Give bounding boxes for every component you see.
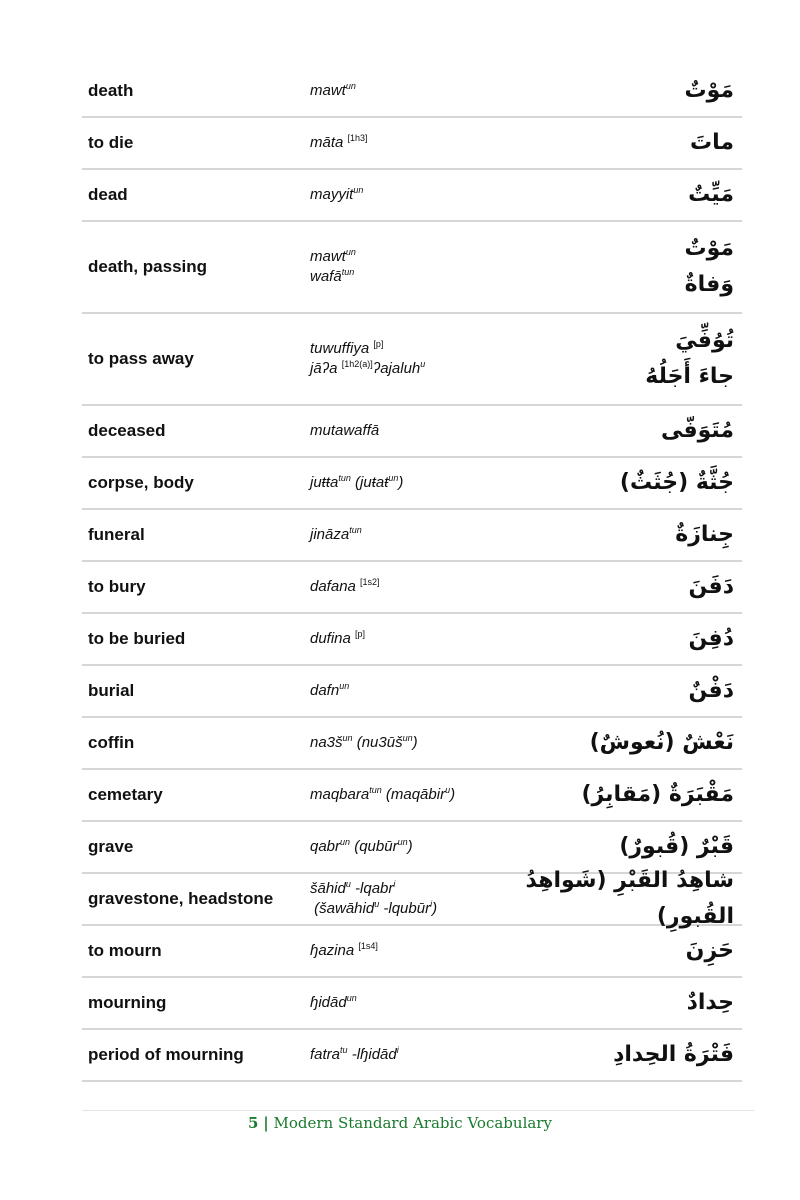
translit-text: ) bbox=[398, 474, 404, 491]
page-footer bbox=[0, 1114, 800, 1132]
english-term: death, passing bbox=[88, 257, 208, 276]
transliteration-line bbox=[310, 941, 500, 961]
case-ending: tun bbox=[338, 473, 351, 483]
transliteration-line bbox=[310, 785, 500, 805]
vocab-row bbox=[82, 510, 742, 562]
arabic-term bbox=[500, 1037, 742, 1073]
case-ending: u bbox=[345, 879, 351, 889]
translit-text: maqbara bbox=[310, 786, 370, 803]
transliteration bbox=[310, 577, 500, 597]
vocab-row bbox=[82, 1030, 742, 1082]
translit-text: dafana bbox=[310, 578, 361, 595]
translit-text: jināza bbox=[310, 526, 350, 543]
transliteration-line bbox=[310, 879, 500, 899]
english-term: cemetary bbox=[88, 785, 163, 804]
arabic-term bbox=[500, 177, 742, 213]
vocab-row bbox=[82, 666, 742, 718]
vocab-row bbox=[82, 926, 742, 978]
english-term: corpse, body bbox=[88, 473, 194, 492]
case-ending: un bbox=[339, 681, 350, 691]
arabic-word: حَزِنَ bbox=[685, 938, 734, 963]
arabic-word: مَقْبَرَةٌ (مَقابِرُ) bbox=[581, 782, 734, 807]
transliteration-line bbox=[310, 993, 500, 1013]
translit-text: tuwuffiya bbox=[310, 340, 374, 357]
translit-text: juŧŧa bbox=[310, 474, 339, 491]
transliteration bbox=[310, 941, 500, 961]
english-term: grave bbox=[88, 837, 134, 856]
case-ending: i bbox=[430, 899, 433, 909]
arabic-word: فَتْرَةُ الحِدادِ bbox=[613, 1042, 734, 1067]
arabic-term bbox=[500, 323, 742, 395]
translit-text: (maqābir bbox=[381, 786, 446, 803]
translit-text: qabr bbox=[310, 838, 341, 855]
translit-text: mawt bbox=[310, 248, 346, 265]
vocab-row bbox=[82, 718, 742, 770]
arabic-word: جُثَّةٌ (جُثَثٌ) bbox=[619, 470, 734, 495]
transliteration bbox=[310, 681, 500, 701]
vocab-row bbox=[82, 314, 742, 406]
transliteration-line bbox=[310, 247, 500, 267]
translit-text: wafā bbox=[310, 268, 342, 285]
arabic-term bbox=[500, 413, 742, 449]
arabic-word: ماتَ bbox=[690, 130, 734, 155]
arabic-term bbox=[500, 465, 742, 501]
arabic-word: وَفاةٌ bbox=[684, 272, 734, 297]
english-term: period of mourning bbox=[88, 1045, 244, 1064]
vocabulary-table bbox=[82, 66, 742, 1082]
case-ending: tun bbox=[341, 267, 355, 277]
transliteration bbox=[310, 1045, 500, 1065]
arabic-term bbox=[500, 863, 742, 935]
translit-text: ) bbox=[407, 838, 413, 855]
transliteration-line bbox=[310, 421, 500, 441]
case-ending: tun bbox=[369, 785, 382, 795]
book-title: Modern Standard Arabic Vocabulary bbox=[273, 1114, 552, 1132]
translit-text: -lqabr bbox=[350, 880, 394, 897]
vocab-row bbox=[82, 222, 742, 314]
case-ending: i bbox=[393, 879, 396, 889]
arabic-term bbox=[500, 73, 742, 109]
transliteration bbox=[310, 339, 500, 379]
arabic-word: مَوْتٌ bbox=[684, 236, 734, 261]
english-term: to pass away bbox=[88, 349, 194, 368]
translit-text: -lɧidād bbox=[347, 1046, 397, 1063]
arabic-term bbox=[500, 777, 742, 813]
transliteration-line bbox=[310, 525, 500, 545]
translit-text: dufina bbox=[310, 630, 356, 647]
translit-text: mutawaffā bbox=[310, 422, 380, 439]
transliteration-line bbox=[310, 899, 500, 919]
vocab-row bbox=[82, 868, 742, 929]
arabic-word: مُتَوَفّى bbox=[660, 418, 734, 443]
footer-separator: | bbox=[263, 1114, 269, 1132]
english-term: coffin bbox=[88, 733, 135, 752]
arabic-term bbox=[500, 933, 742, 969]
arabic-term bbox=[500, 621, 742, 657]
english-term: to be buried bbox=[88, 629, 186, 648]
vocab-row bbox=[82, 770, 742, 822]
english-term: gravestone, headstone bbox=[88, 889, 274, 908]
vocab-row bbox=[82, 458, 742, 510]
arabic-word: قَبْرٌ (قُبورٌ) bbox=[619, 834, 734, 859]
vocab-row bbox=[82, 170, 742, 222]
vocab-row bbox=[82, 66, 742, 118]
transliteration-line bbox=[310, 185, 500, 205]
case-ending: un bbox=[346, 993, 357, 1003]
transliteration-line bbox=[310, 733, 500, 753]
transliteration bbox=[310, 185, 500, 205]
translit-text: ) bbox=[412, 734, 418, 751]
english-term: burial bbox=[88, 681, 135, 700]
arabic-term bbox=[500, 125, 742, 161]
english-term: to die bbox=[88, 133, 134, 152]
english-term: deceased bbox=[88, 421, 166, 440]
translit-text: dafn bbox=[310, 682, 340, 699]
arabic-word: دَفْنٌ bbox=[688, 678, 734, 703]
english-term: mourning bbox=[88, 993, 167, 1012]
arabic-word: شاهِدُ القَبْرِ (شَواهِدُ القُبورِ) bbox=[525, 868, 734, 929]
transliteration bbox=[310, 525, 500, 545]
transliteration bbox=[310, 133, 500, 153]
arabic-word: مَوْتٌ bbox=[684, 78, 734, 103]
translit-text: (šawāhid bbox=[310, 900, 375, 917]
case-ending: u bbox=[420, 359, 426, 369]
arabic-term bbox=[500, 829, 742, 865]
english-term: death bbox=[88, 81, 134, 100]
transliteration-line bbox=[310, 267, 500, 287]
verb-pattern-ref: [1s4] bbox=[358, 941, 378, 951]
english-term: to bury bbox=[88, 577, 146, 596]
arabic-term bbox=[500, 673, 742, 709]
transliteration bbox=[310, 473, 500, 493]
translit-text: šāhid bbox=[310, 880, 346, 897]
case-ending: tu bbox=[340, 1045, 348, 1055]
arabic-term bbox=[500, 569, 742, 605]
case-ending: i bbox=[396, 1045, 399, 1055]
vocab-row bbox=[82, 562, 742, 614]
arabic-term bbox=[500, 725, 742, 761]
translit-text: fatra bbox=[310, 1046, 341, 1063]
arabic-word: جِنازَةٌ bbox=[675, 522, 734, 547]
translit-text: mawt bbox=[310, 82, 346, 99]
case-ending: un bbox=[342, 733, 353, 743]
case-ending: un bbox=[402, 733, 413, 743]
transliteration bbox=[310, 247, 500, 287]
transliteration bbox=[310, 421, 500, 441]
transliteration-line bbox=[310, 359, 500, 379]
transliteration-line bbox=[310, 81, 500, 101]
translit-text: (juŧaŧ bbox=[350, 474, 389, 491]
arabic-term bbox=[500, 231, 742, 303]
transliteration bbox=[310, 733, 500, 753]
footer-divider bbox=[82, 1110, 754, 1111]
arabic-word: تُوُفِّيَ bbox=[675, 328, 734, 353]
translit-text: ) bbox=[432, 900, 438, 917]
english-term: to mourn bbox=[88, 941, 162, 960]
translit-text: māta bbox=[310, 134, 348, 151]
arabic-word: جاءَ أَجَلُهُ bbox=[645, 364, 734, 389]
vocab-row bbox=[82, 406, 742, 458]
case-ending: un bbox=[340, 837, 351, 847]
english-term: dead bbox=[88, 185, 128, 204]
transliteration bbox=[310, 837, 500, 857]
translit-text: (nu3ūš bbox=[352, 734, 403, 751]
verb-pattern-ref: [p] bbox=[355, 629, 366, 639]
case-ending: u bbox=[445, 785, 451, 795]
translit-text: mayyit bbox=[310, 186, 354, 203]
arabic-word: حِدادٌ bbox=[686, 990, 734, 1015]
transliteration-line bbox=[310, 629, 500, 649]
case-ending: un bbox=[345, 247, 356, 257]
arabic-term bbox=[500, 517, 742, 553]
transliteration-line bbox=[310, 473, 500, 493]
verb-pattern-ref: [p] bbox=[373, 339, 384, 349]
transliteration bbox=[310, 629, 500, 649]
case-ending: un bbox=[397, 837, 408, 847]
case-ending: un bbox=[388, 473, 399, 483]
translit-text: ɧidād bbox=[310, 994, 347, 1011]
arabic-term bbox=[500, 985, 742, 1021]
transliteration bbox=[310, 879, 500, 919]
translit-text: ɧazina bbox=[310, 942, 359, 959]
translit-text: na3š bbox=[310, 734, 343, 751]
verb-pattern-ref: [1h2(a)] bbox=[341, 359, 373, 369]
transliteration-line bbox=[310, 1045, 500, 1065]
vocab-row bbox=[82, 614, 742, 666]
transliteration-line bbox=[310, 837, 500, 857]
translit-text: -lqubūr bbox=[379, 900, 431, 917]
transliteration-line bbox=[310, 577, 500, 597]
translit-text: ) bbox=[450, 786, 456, 803]
transliteration bbox=[310, 993, 500, 1013]
case-ending: un bbox=[353, 185, 364, 195]
translit-text: ʔajaluh bbox=[372, 360, 421, 377]
transliteration-line bbox=[310, 133, 500, 153]
case-ending: un bbox=[345, 81, 356, 91]
case-ending: tun bbox=[349, 525, 362, 535]
arabic-word: دُفِنَ bbox=[688, 626, 734, 651]
translit-text: jāʔa bbox=[310, 360, 342, 377]
english-term: funeral bbox=[88, 525, 145, 544]
page-number: 5 bbox=[248, 1114, 259, 1132]
transliteration-line bbox=[310, 339, 500, 359]
transliteration bbox=[310, 785, 500, 805]
arabic-word: دَفَنَ bbox=[688, 574, 734, 599]
arabic-word: نَعْشٌ (نُعوشٌ) bbox=[589, 730, 734, 755]
translit-text: (qubūr bbox=[350, 838, 398, 855]
vocab-row bbox=[82, 118, 742, 170]
case-ending: u bbox=[374, 899, 380, 909]
verb-pattern-ref: [1s2] bbox=[360, 577, 380, 587]
transliteration-line bbox=[310, 681, 500, 701]
transliteration bbox=[310, 81, 500, 101]
vocab-row bbox=[82, 978, 742, 1030]
arabic-word: مَيِّتٌ bbox=[688, 182, 734, 207]
verb-pattern-ref: [1h3] bbox=[347, 133, 368, 143]
